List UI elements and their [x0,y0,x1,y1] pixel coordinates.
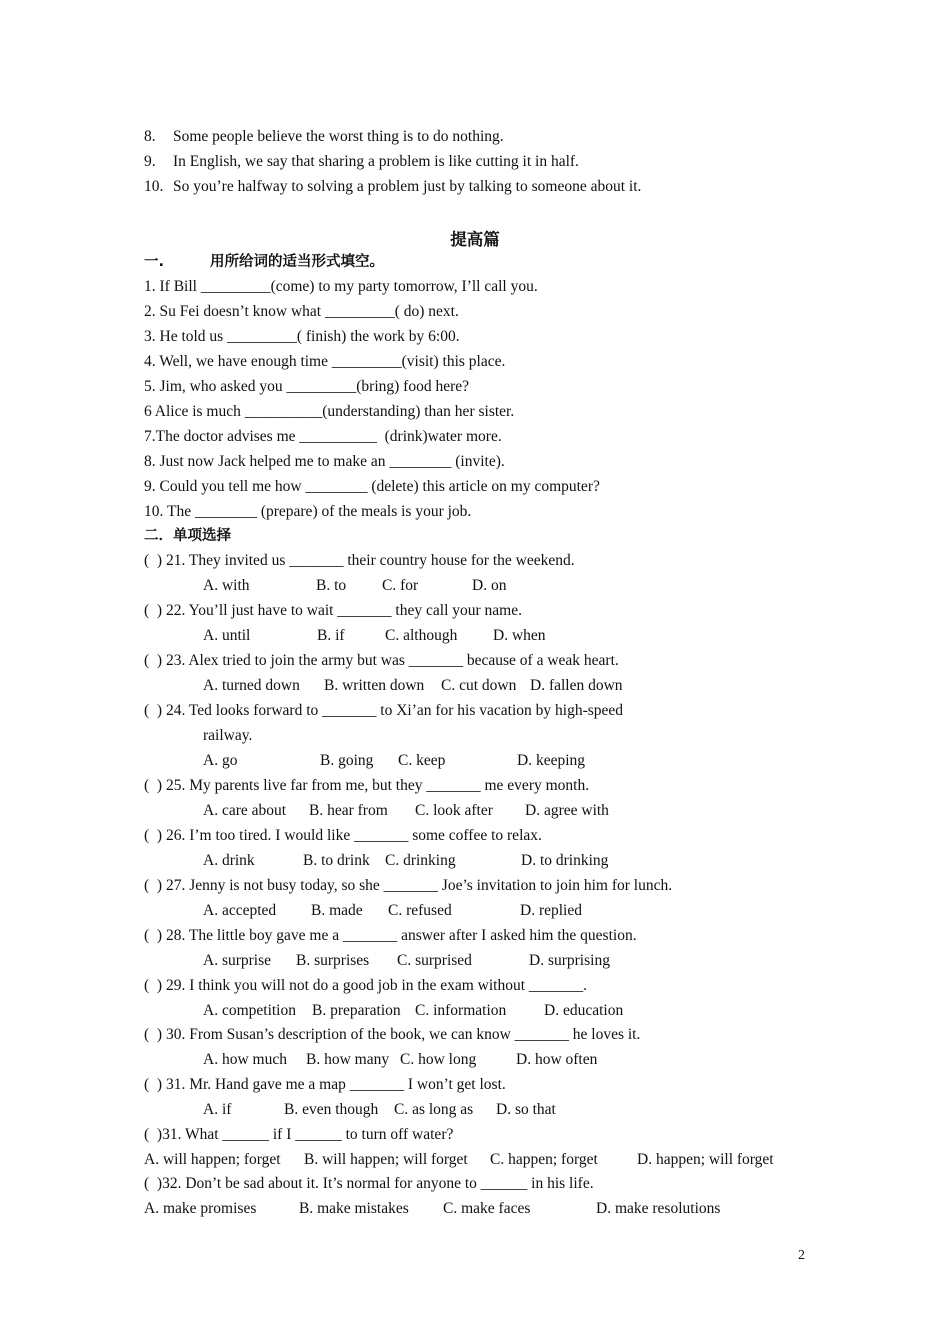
page-number: 2 [798,1248,805,1263]
list-item: 8. Some people believe the worst thing is to do nothing. [144,128,504,145]
option: B. if [317,627,345,644]
option: A. if [203,1101,232,1118]
option: D. to drinking [521,852,609,869]
question: ( ) 23. Alex tried to join the army but was _______ because of a weak heart. [144,652,619,669]
fill-item: 4. Well, we have enough time _________(visit) this place. [144,353,506,370]
fill-item: 7.The doctor advises me __________ (drink)water more. [144,428,502,445]
fill-item: 8. Just now Jack helped me to make an ________ (invite). [144,453,505,470]
option: A. drink [203,852,255,869]
option: B. to [316,577,347,594]
question: ( ) 27. Jenny is not busy today, so she _______ Joe’s invitation to join him for lunch. [144,877,673,894]
fill-item: 9. Could you tell me how ________ (delete) this article on my computer? [144,478,600,495]
option: B. preparation [312,1002,401,1019]
question: ( ) 22. You’ll just have to wait _______ they call your name. [144,602,522,619]
fill-item: 6 Alice is much __________(understanding) than her sister. [144,403,515,420]
option: D. fallen down [530,677,623,694]
option: C. drinking [385,852,456,869]
option: D. education [544,1002,624,1019]
option: B. to drink [303,852,370,869]
question: ( ) 30. From Susan’s description of the book, we can know _______ he loves it. [144,1026,641,1043]
question-continuation: railway. [203,727,253,744]
question: ( ) 26. I’m too tired. I would like _______ some coffee to relax. [144,827,542,844]
option: C. refused [388,902,452,919]
option: C. cut down [441,677,517,694]
option: B. hear from [309,802,388,819]
question: ( ) 25. My parents live far from me, but they _______ me every month. [144,777,590,794]
option-row [203,951,823,971]
option: B. written down [324,677,425,694]
option-row [203,851,823,871]
option: D. surprising [529,952,610,969]
option: A. with [203,577,250,594]
option-row [144,1199,804,1219]
option: C. make faces [443,1200,531,1217]
option-row [203,751,823,771]
option: D. keeping [517,752,586,769]
option: C. how long [400,1051,477,1068]
option: C. keep [398,752,446,769]
option-row [144,1150,804,1170]
option: D. make resolutions [596,1200,721,1217]
option-row [203,1100,823,1120]
option: A. make promises [144,1200,257,1217]
option: A. competition [203,1002,296,1019]
option: B. surprises [296,952,370,969]
option: C. surprised [397,952,472,969]
fill-item: 5. Jim, who asked you _________(bring) food here? [144,378,470,395]
option-row [203,676,823,696]
question: ( ) 29. I think you will not do a good job in the exam without _______. [144,977,587,994]
option-row [203,576,823,596]
option: B. made [311,902,363,919]
option: A. surprise [203,952,272,969]
option: C. as long as [394,1101,474,1118]
option: D. on [472,577,507,594]
question: ( )32. Don’t be sad about it. It’s normal for anyone to ______ in his life. [144,1175,594,1192]
list-item: 9. In English, we say that sharing a problem is like cutting it in half. [144,153,579,170]
option: C. look after [415,802,493,819]
option: D. when [493,627,546,644]
option-row [203,1001,823,1021]
option: A. until [203,627,251,644]
fill-item: 1. If Bill _________(come) to my party tomorrow, I’ll call you. [144,278,538,295]
option: C. happen; forget [490,1151,598,1168]
option: B. make mistakes [299,1200,409,1217]
option-row [203,1050,823,1070]
question: ( ) 24. Ted looks forward to _______ to Xi’an for his vacation by high-speed [144,702,624,719]
option: A. turned down [203,677,300,694]
option: D. agree with [525,802,609,819]
option-row [203,801,823,821]
list-item: 10. So you’re halfway to solving a problem just by talking to someone about it. [144,178,642,195]
part1-heading: 一. 用所给词的适当形式填空。 [144,254,384,270]
option: A. go [203,752,238,769]
fill-item: 2. Su Fei doesn’t know what _________( do) next. [144,303,459,320]
option: A. accepted [203,902,277,919]
option: D. happen; will forget [637,1151,774,1168]
option: B. even though [284,1101,379,1118]
part2-heading: 二．单项选择 [144,528,231,544]
option: B. will happen; will forget [304,1151,468,1168]
question: ( ) 21. They invited us _______ their country house for the weekend. [144,552,575,569]
option: B. how many [306,1051,390,1068]
option: A. will happen; forget [144,1151,281,1168]
option-row [203,901,823,921]
section-title: 提高篇 [450,230,500,249]
option: D. how often [516,1051,598,1068]
option: C. although [385,627,458,644]
option: C. information [415,1002,507,1019]
fill-item: 3. He told us _________( finish) the work by 6:00. [144,328,460,345]
fill-item: 10. The ________ (prepare) of the meals is your job. [144,503,472,520]
option: D. replied [520,902,582,919]
option: B. going [320,752,374,769]
option: A. how much [203,1051,287,1068]
option: C. for [382,577,419,594]
option-row [203,626,823,646]
question: ( ) 28. The little boy gave me a _______ answer after I asked him the question. [144,927,637,944]
question: ( )31. What ______ if I ______ to turn off water? [144,1126,454,1143]
option: D. so that [496,1101,556,1118]
option: A. care about [203,802,287,819]
question: ( ) 31. Mr. Hand gave me a map _______ I won’t get lost. [144,1076,506,1093]
